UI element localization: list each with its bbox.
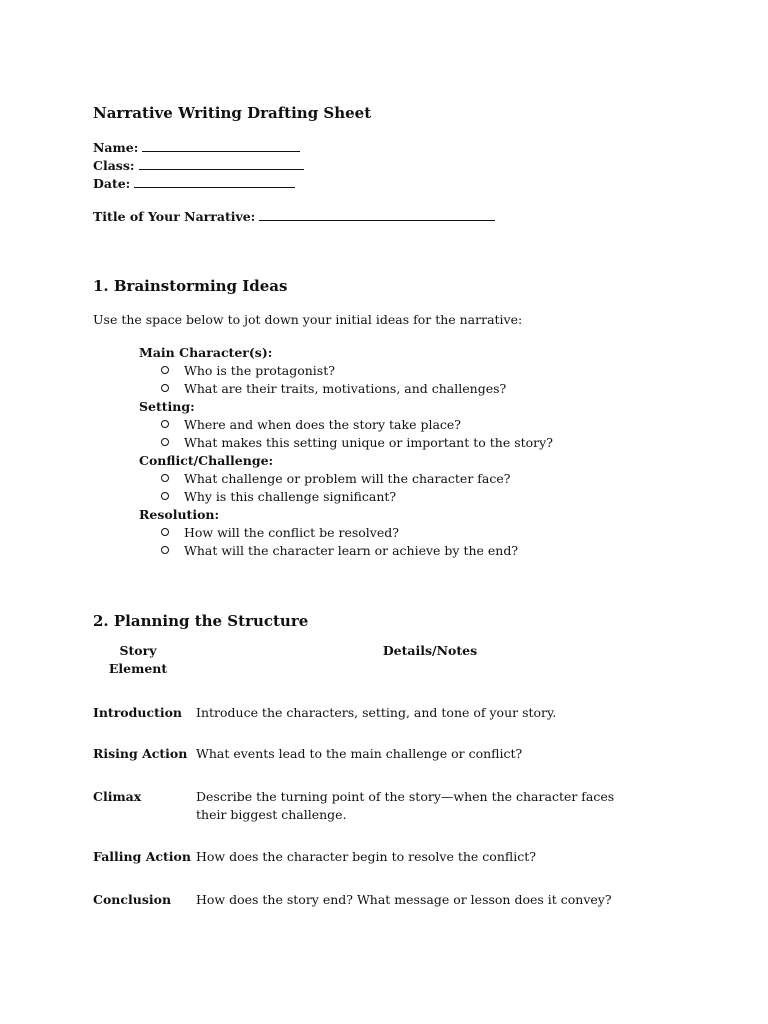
hollow-bullet-icon xyxy=(161,528,169,536)
list-item xyxy=(161,380,506,398)
list-item-text: What challenge or problem will the character face? xyxy=(184,471,511,486)
class-field-label: Class: xyxy=(93,158,135,173)
row-label-conclusion: Conclusion xyxy=(93,892,172,907)
list-item xyxy=(161,542,518,560)
structure-heading: 2. Planning the Structure xyxy=(93,612,309,630)
name-field xyxy=(93,139,300,157)
hollow-bullet-icon xyxy=(161,474,169,482)
date-field-label: Date: xyxy=(93,176,131,191)
narrative-title-blank-line[interactable] xyxy=(259,208,495,221)
list-item-text: How will the conflict be resolved? xyxy=(184,525,399,540)
class-blank-line[interactable] xyxy=(139,157,304,170)
hollow-bullet-icon xyxy=(161,546,169,554)
class-field xyxy=(93,157,304,175)
name-field-label: Name: xyxy=(93,140,139,155)
narrative-title-field xyxy=(93,208,495,226)
list-item-text: What makes this setting unique or important to the story? xyxy=(184,435,553,450)
category-resolution: Resolution: xyxy=(139,507,220,522)
list-item xyxy=(161,488,396,506)
hollow-bullet-icon xyxy=(161,492,169,500)
list-item-text: What are their traits, motivations, and challenges? xyxy=(184,381,507,396)
row-label-climax: Climax xyxy=(93,789,142,804)
list-item xyxy=(161,524,399,542)
name-blank-line[interactable] xyxy=(142,139,300,152)
date-field xyxy=(93,175,295,193)
brainstorming-intro: Use the space below to jot down your initial ideas for the narrative: xyxy=(93,312,523,327)
category-conflict: Conflict/Challenge: xyxy=(139,453,274,468)
list-item xyxy=(161,470,510,488)
category-main-characters: Main Character(s): xyxy=(139,345,273,360)
list-item-text: Where and when does the story take place? xyxy=(184,417,461,432)
column-header-details-notes: Details/Notes xyxy=(382,643,478,658)
narrative-title-label: Title of Your Narrative: xyxy=(93,209,256,224)
list-item xyxy=(161,416,461,434)
row-label-rising-action: Rising Action xyxy=(93,746,188,761)
row-detail-conclusion: How does the story end? What message or lesson does it convey? xyxy=(196,892,612,907)
row-label-falling-action: Falling Action xyxy=(93,849,191,864)
list-item xyxy=(161,362,335,380)
row-detail-falling-action: How does the character begin to resolve the conflict? xyxy=(196,849,536,864)
row-detail-rising-action: What events lead to the main challenge or conflict? xyxy=(196,746,523,761)
list-item-text: Who is the protagonist? xyxy=(184,363,335,378)
list-item-text: What will the character learn or achieve by the end? xyxy=(184,543,519,558)
document-title: Narrative Writing Drafting Sheet xyxy=(93,104,372,122)
row-label-introduction: Introduction xyxy=(93,705,183,720)
hollow-bullet-icon xyxy=(161,438,169,446)
list-item xyxy=(161,434,553,452)
brainstorming-heading: 1. Brainstorming Ideas xyxy=(93,277,288,295)
list-item-text: Why is this challenge significant? xyxy=(184,489,397,504)
row-detail-climax: Describe the turning point of the story—when the character faces their biggest challenge. xyxy=(196,789,615,822)
hollow-bullet-icon xyxy=(161,420,169,428)
row-detail-introduction: Introduce the characters, setting, and tone of your story. xyxy=(196,705,557,720)
hollow-bullet-icon xyxy=(161,384,169,392)
date-blank-line[interactable] xyxy=(134,175,295,188)
category-setting: Setting: xyxy=(139,399,195,414)
hollow-bullet-icon xyxy=(161,366,169,374)
column-header-story-element: Story Element xyxy=(108,643,168,676)
